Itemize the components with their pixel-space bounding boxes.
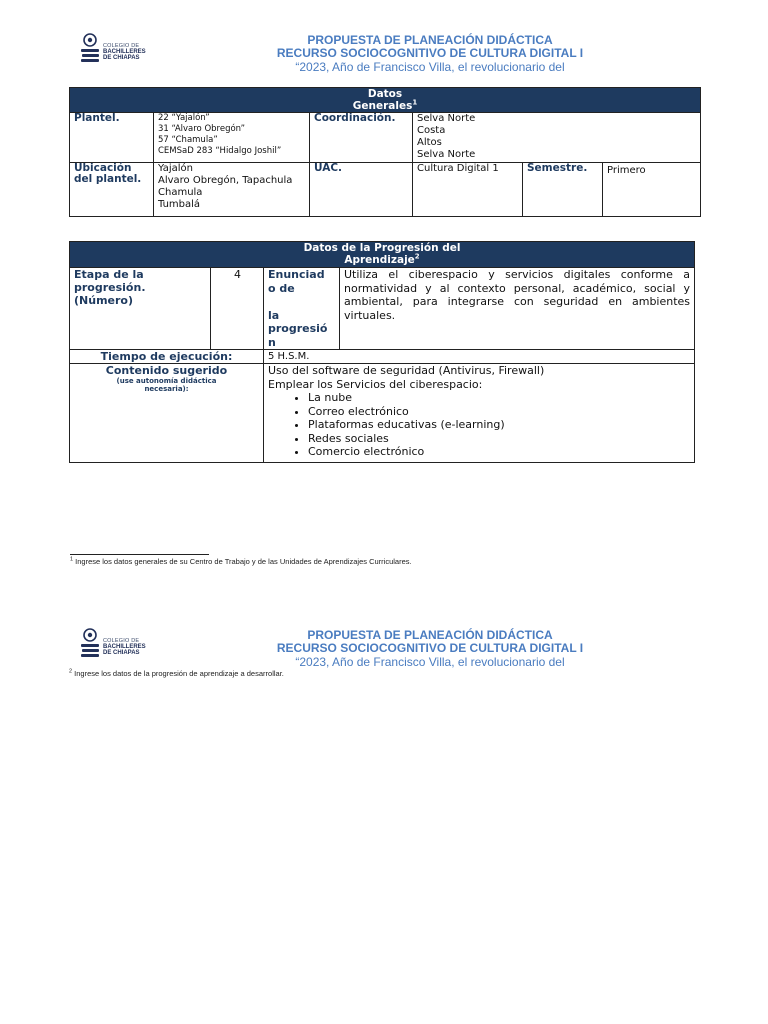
uac-label: UAC.: [310, 163, 413, 217]
plantel-label: Plantel.: [70, 113, 154, 163]
contenido-line-1: Uso del software de seguridad (Antivirus, Firewall): [268, 364, 545, 377]
logo-line-1: COLEGIO DE: [103, 43, 140, 49]
list-item: • Correo electrónico: [308, 405, 690, 419]
header-title: PROPUESTA DE PLANEACIÓN DIDÁCTICA: [307, 628, 553, 642]
progression-heading: Datos de la Progresión del Aprendizaje$^2$: [70, 242, 695, 268]
page-header-page2: [250, 629, 610, 669]
footnote-2: $^2$ Ingrese los datos de la progresión de aprendizaje a desarrollar.: [69, 668, 284, 678]
enunciado-label: Enunciad o de la progresió n: [264, 268, 340, 350]
contenido-list: [268, 391, 690, 459]
etapa-value: 4: [211, 268, 264, 350]
header-motto: “2023, Año de Francisco Villa, el revolucionario del: [295, 60, 565, 74]
plantel-values: 22 “Yajalón” 31 “Alvaro Obregón” 57 “Chamula” CEMSaD 283 “Hidalgo Joshil”: [154, 113, 310, 163]
coordinacion-label: Coordinación.: [310, 113, 413, 163]
header-subtitle: RECURSO SOCIOCOGNITIVO DE CULTURA DIGITAL I: [276, 46, 584, 60]
contenido-label: Contenido sugerido: [105, 364, 228, 377]
coordinacion-values: Selva Norte Costa Altos Selva Norte: [413, 113, 701, 163]
contenido-label-cell: [70, 364, 264, 463]
contenido-sublabel-1: (use autonomía didáctica: [116, 377, 217, 385]
header-title: PROPUESTA DE PLANEACIÓN DIDÁCTICA: [307, 33, 553, 47]
contenido-line-2: Emplear los Servicios del ciberespacio:: [268, 377, 483, 391]
header-subtitle: RECURSO SOCIOCOGNITIVO DE CULTURA DIGITAL I: [276, 641, 584, 655]
college-logo: [79, 32, 159, 66]
semestre-label: Semestre.: [523, 163, 603, 217]
tiempo-label: Tiempo de ejecución:: [70, 350, 264, 364]
contenido-sublabel-2: necesaria):: [144, 385, 189, 393]
tiempo-value: 5 H.S.M.: [264, 350, 695, 364]
logo-line-3: DE CHIAPAS: [103, 55, 140, 61]
ubicacion-label: Ubicación del plantel.: [70, 163, 154, 217]
college-logo-icon: [79, 627, 103, 661]
ubicacion-values: Yajalón Alvaro Obregón, Tapachula Chamula Tumbalá: [154, 163, 310, 217]
footnote-separator: [70, 554, 209, 555]
list-item: • Comercio electrónico: [308, 445, 690, 459]
header-motto: “2023, Año de Francisco Villa, el revolucionario del: [295, 655, 565, 669]
list-item: • La nube: [308, 391, 690, 405]
list-item: • Plataformas educativas (e-learning): [308, 418, 690, 432]
footnote-ref-1[interactable]: 1: [412, 98, 418, 107]
general-data-heading: Datos Generales$^1$: [70, 88, 701, 113]
footnote-1: $^1$ Ingrese los datos generales de su Centro de Trabajo y de las Unidades de Aprendizajes Curriculares.: [70, 556, 412, 566]
semestre-value: Primero: [603, 163, 701, 217]
list-item: • Redes sociales: [308, 432, 690, 446]
etapa-label: Etapa de la progresión. (Número): [70, 268, 211, 350]
uac-value: Cultura Digital 1: [413, 163, 523, 217]
general-data-table: [69, 87, 701, 217]
progression-table: [69, 241, 695, 463]
logo-line-3: DE CHIAPAS: [103, 650, 140, 656]
page-header: [250, 34, 610, 74]
college-logo-page2: [79, 627, 159, 661]
logo-line-1: COLEGIO DE: [103, 638, 140, 644]
logo-line-2: BACHILLERES: [103, 49, 146, 55]
footnote-ref-2[interactable]: 2: [414, 252, 420, 261]
enunciado-value: Utiliza el ciberespacio y servicios digitales conforme a normatividad y al contexto personal, académico, social y ambiental, para integrarse con seguridad en ambientes virtuales.: [340, 268, 695, 350]
contenido-value-cell: [264, 364, 695, 463]
logo-line-2: BACHILLERES: [103, 644, 146, 650]
college-logo-icon: [79, 32, 103, 66]
